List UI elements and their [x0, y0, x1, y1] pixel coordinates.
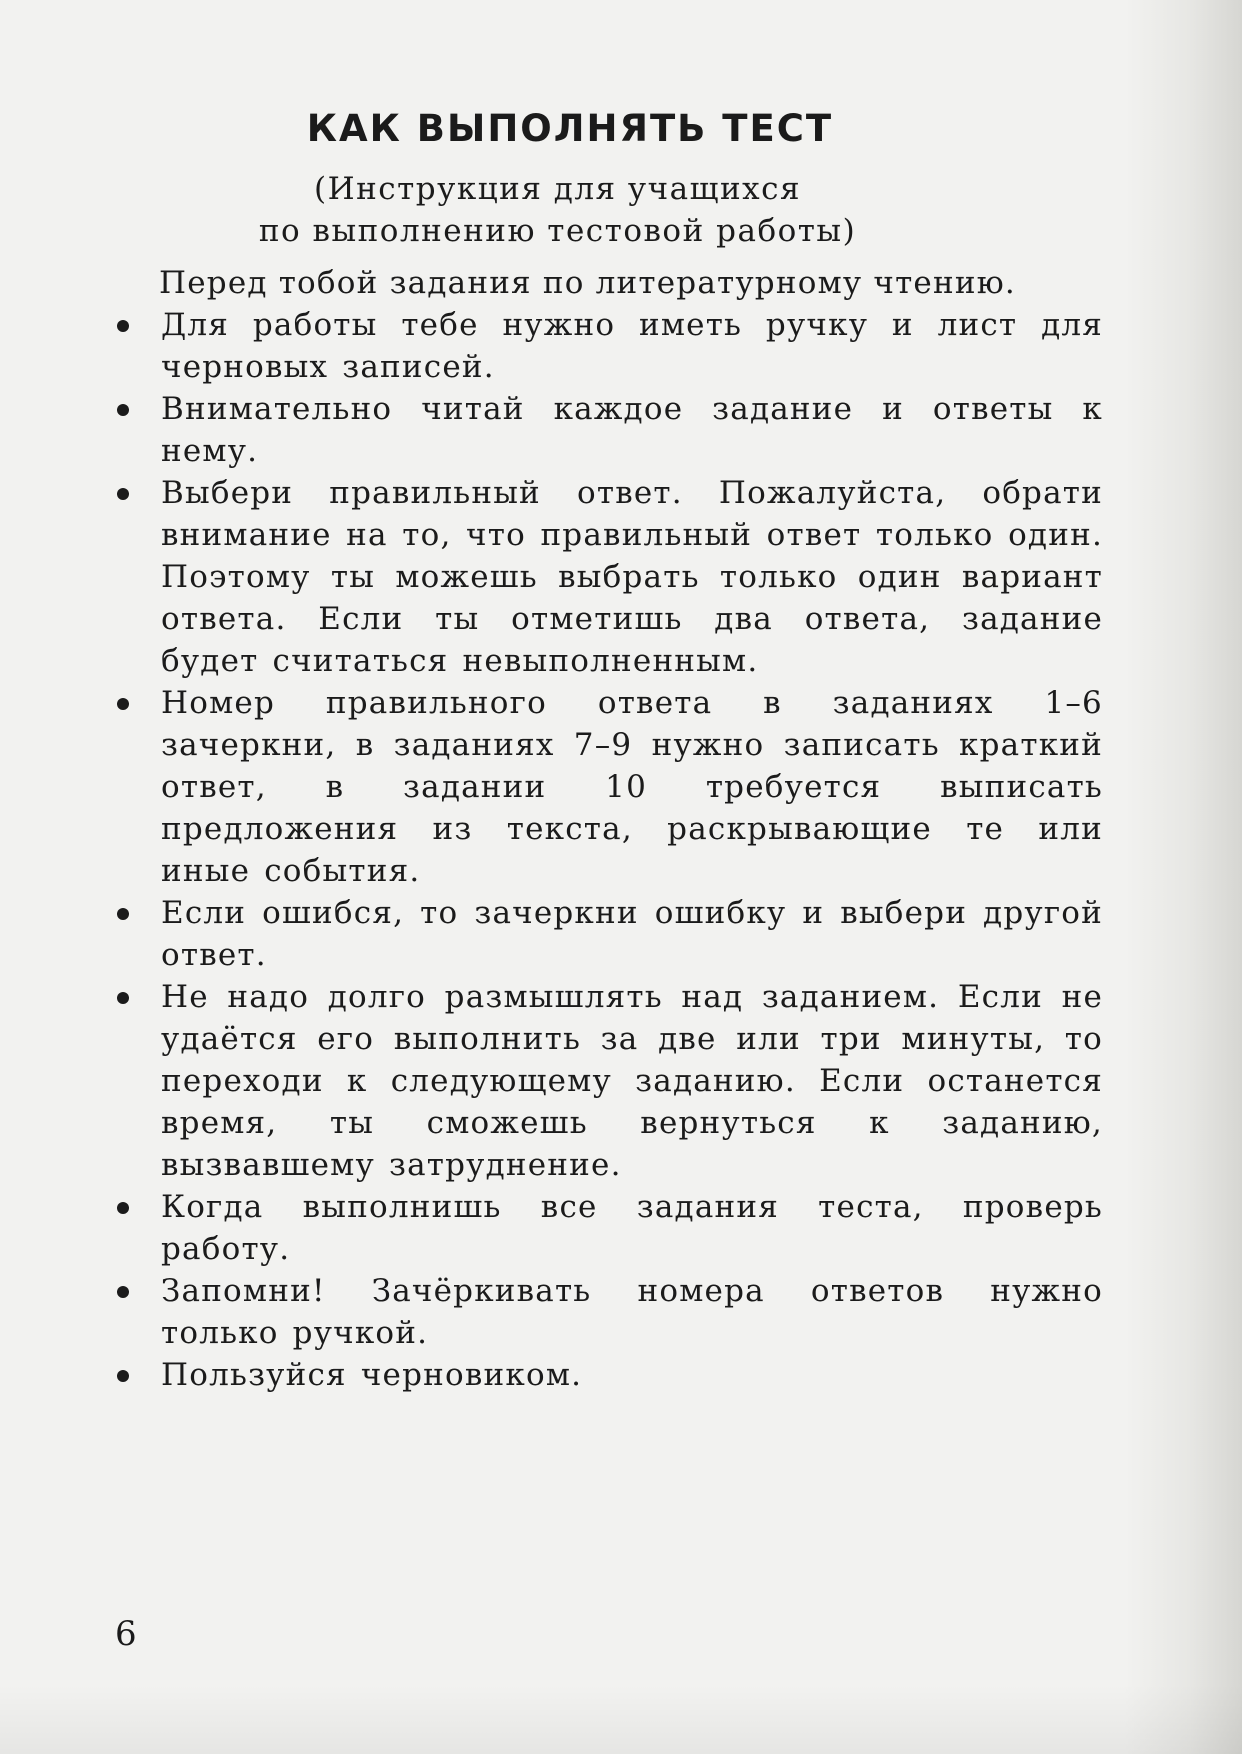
- instruction-item: [115, 892, 1103, 976]
- instruction-item: [115, 976, 1103, 1186]
- subtitle-line-1: (Инструкция для учащихся: [313, 171, 802, 207]
- bullet-icon: [117, 698, 129, 710]
- instruction-text: Когда выполнишь все задания теста, проверь работу.: [161, 1189, 1103, 1267]
- instruction-text: Внимательно читай каждое задание и ответы к нему.: [161, 391, 1103, 469]
- bullet-icon: [117, 992, 129, 1004]
- bullet-icon: [117, 488, 129, 500]
- page-number: 6: [115, 1614, 137, 1654]
- instruction-item: [115, 1186, 1103, 1270]
- bullet-icon: [117, 908, 129, 920]
- instruction-text: Номер правильного ответа в заданиях 1–6 зачеркни, в заданиях 7–9 нужно записать краткий ответ, в задании 10 требуется выписать предложения из текста, раскрывающие те или иные события.: [161, 685, 1103, 889]
- instruction-item: [115, 1270, 1103, 1354]
- bullet-icon: [117, 1370, 129, 1382]
- instruction-item: [115, 1354, 1103, 1396]
- instruction-list: [115, 304, 1103, 1396]
- instruction-text: Не надо долго размышлять над заданием. Если не удаётся его выполнить за две или три минуты, то переходи к следующему заданию. Если останется время, ты сможешь вернуться к заданию, вызвавшему затруднение.: [161, 979, 1103, 1183]
- page-content: [115, 104, 1110, 1396]
- instruction-text: Выбери правильный ответ. Пожалуйста, обрати внимание на то, что правильный ответ только один. Поэтому ты можешь выбрать только один вариант ответа. Если ты отметишь два ответа, задание будет считаться невыполненным.: [161, 475, 1103, 679]
- instruction-item: [115, 472, 1103, 682]
- bullet-icon: [117, 1286, 129, 1298]
- instruction-item: [115, 388, 1103, 472]
- instruction-item: [115, 304, 1103, 388]
- bullet-icon: [117, 404, 129, 416]
- instruction-text: Для работы тебе нужно иметь ручку и лист для черновых записей.: [161, 307, 1103, 385]
- bullet-icon: [117, 1202, 129, 1214]
- intro-paragraph: Перед тобой задания по литературному чтению.: [159, 265, 1016, 301]
- instruction-text: Если ошибся, то зачеркни ошибку и выбери другой ответ.: [161, 895, 1103, 973]
- instruction-text: Запомни! Зачёркивать номера ответов нужно только ручкой.: [161, 1273, 1103, 1351]
- page-edge-shadow: [1124, 0, 1242, 1754]
- subtitle-line-2: по выполнению тестовой работы): [258, 213, 857, 249]
- page-bottom-shadow: [0, 1684, 1242, 1754]
- instruction-text: Пользуйся черновиком.: [161, 1357, 583, 1393]
- bullet-icon: [117, 320, 129, 332]
- instruction-item: [115, 682, 1103, 892]
- page-subtitle: [115, 168, 1110, 252]
- page-title: КАК ВЫПОЛНЯТЬ ТЕСТ: [306, 107, 834, 150]
